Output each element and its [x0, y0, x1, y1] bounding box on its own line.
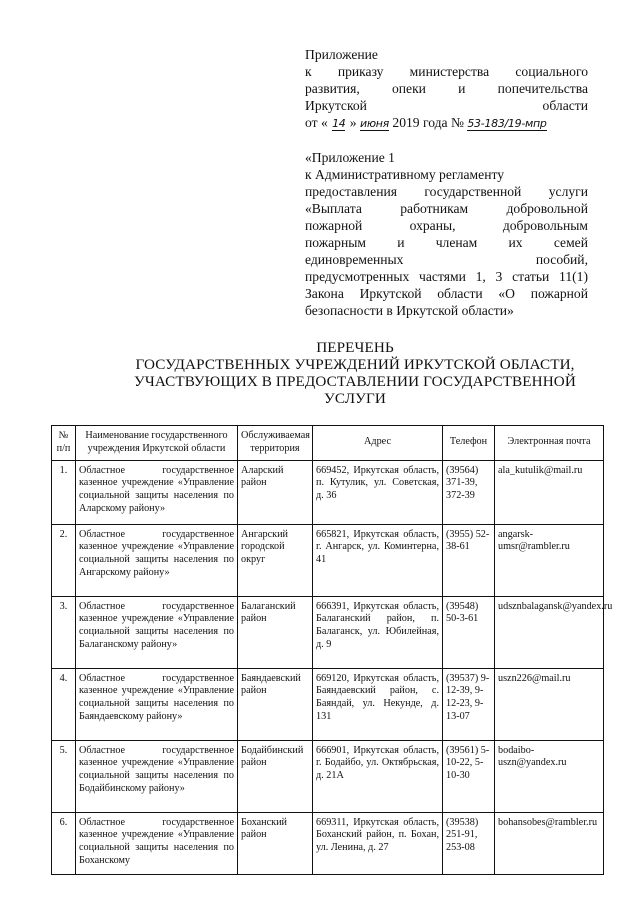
row-territory: Аларский район [238, 460, 313, 524]
row-phone: (39548) 50-3-61 [443, 596, 495, 668]
date-mid: » [349, 115, 357, 130]
title-line: ПЕРЕЧЕНЬ [316, 339, 394, 356]
institutions-table [51, 425, 613, 875]
row-email[interactable]: ala_kutulik@mail.ru [495, 460, 604, 524]
handwritten-day: 14 [332, 117, 346, 130]
annex-line: Закона Иркутской области «О пожарной [305, 286, 588, 301]
row-name: Областное государственное казенное учреждение «Управление социальной защиты населения по Боханскому [76, 812, 238, 874]
table-row [52, 596, 604, 668]
row-num: 1. [52, 460, 76, 524]
row-name: Областное государственное казенное учреждение «Управление социальной защиты населения по Баяндаевскому району» [76, 668, 238, 740]
row-territory: Балаганский район [238, 596, 313, 668]
annex-line: предоставления государственной услуги [305, 184, 588, 199]
table-row [52, 740, 604, 812]
row-name: Областное государственное казенное учреждение «Управление социальной защиты населения по Ангарскому району» [76, 524, 238, 596]
handwritten-order-number: 53-183/19-мпр [467, 117, 547, 130]
annex-line: единовременных пособий, [305, 252, 588, 267]
header-num: № п/п [52, 426, 76, 461]
row-phone: (39537) 9-12-39, 9-12-23, 9-13-07 [443, 668, 495, 740]
row-phone: (39561) 5-10-22, 5-10-30 [443, 740, 495, 812]
header-territory: Обслуживаемая территория [238, 426, 313, 461]
header-name: Наименование государственного учреждения Иркутской области [76, 426, 238, 461]
row-num: 6. [52, 812, 76, 874]
row-email[interactable]: uszn226@mail.ru [495, 668, 604, 740]
title-line: УЧАСТВУЮЩИХ В ПРЕДОСТАВЛЕНИИ ГОСУДАРСТВЕННОЙ [134, 373, 576, 390]
row-email[interactable]: bohansobes@rambler.ru [495, 812, 604, 874]
annex-line: Приложение [305, 47, 378, 62]
header-phone: Телефон [443, 426, 495, 461]
table-header-row [52, 426, 604, 461]
annex-line [305, 97, 588, 114]
row-name: Областное государственное казенное учреждение «Управление социальной защиты населения по Балаганскому району» [76, 596, 238, 668]
order-date-line [305, 114, 588, 131]
row-address: 665821, Иркутская область, г. Ангарск, ул. Коминтерна, 41 [313, 524, 443, 596]
row-phone: (3955) 52-38-61 [443, 524, 495, 596]
annex-line: «Выплата работникам добровольной [305, 201, 588, 216]
row-address: 666901, Иркутская область, г. Бодайбо, ул. Октябрьская, д. 21А [313, 740, 443, 812]
row-territory: Боханский район [238, 812, 313, 874]
annex-line: пожарным и членам их семей [305, 235, 588, 250]
annex-line: «Приложение 1 [305, 150, 395, 165]
row-num: 2. [52, 524, 76, 596]
row-address: 666391, Иркутская область, Балаганский район, п. Балаганск, ул. Юбилейная, д. 9 [313, 596, 443, 668]
annex-line-part: области [542, 98, 588, 113]
row-territory: Ангарский городской округ [238, 524, 313, 596]
row-name: Областное государственное казенное учреждение «Управление социальной защиты населения по Бодайбинскому району» [76, 740, 238, 812]
table-row [52, 524, 604, 596]
header-address: Адрес [313, 426, 443, 461]
row-num: 4. [52, 668, 76, 740]
row-address: 669311, Иркутская область, Боханский район, п. Бохан, ул. Ленина, д. 27 [313, 812, 443, 874]
annex-line: к Административному регламенту [305, 167, 505, 182]
row-num: 3. [52, 596, 76, 668]
table-row [52, 668, 604, 740]
table-row [52, 460, 604, 524]
header-email: Электронная почта [495, 426, 604, 461]
row-phone: (39564) 371-39, 372-39 [443, 460, 495, 524]
annex-line: пожарной охраны, добровольным [305, 218, 588, 233]
row-name: Областное государственное казенное учреждение «Управление социальной защиты населения по Аларскому району» [76, 460, 238, 524]
title-line: ГОСУДАРСТВЕННЫХ УЧРЕЖДЕНИЙ ИРКУТСКОЙ ОБЛАСТИ, [135, 356, 575, 373]
row-territory: Бодайбинский район [238, 740, 313, 812]
table-row [52, 812, 604, 874]
document-title [120, 339, 590, 407]
date-year: 2019 года № [392, 115, 464, 130]
row-territory: Баяндаевский район [238, 668, 313, 740]
title-line: УСЛУГИ [324, 390, 386, 407]
date-prefix: от « [305, 115, 328, 130]
annex-line: развития, опеки и попечительства [305, 81, 588, 96]
annex-line: предусмотренных частями 1, 3 статьи 11(1) [305, 269, 588, 284]
annex-line: безопасности в Иркутской области» [305, 303, 514, 318]
row-address: 669452, Иркутская область, п. Кутулик, ул. Советская, д. 36 [313, 460, 443, 524]
annex-block [305, 46, 588, 319]
row-email[interactable]: angarsk-umsr@rambler.ru [495, 524, 604, 596]
row-phone: (39538) 251-91, 253-08 [443, 812, 495, 874]
handwritten-month: июня [359, 117, 389, 130]
annex-line-part: Иркутской [305, 98, 367, 113]
row-email[interactable]: udsznbalagansk@yandex.ru [495, 596, 604, 668]
annex-line: к приказу министерства социального [305, 64, 588, 79]
row-address: 669120, Иркутская область, Баяндаевский район, с. Баяндай, ул. Некунде, д. 131 [313, 668, 443, 740]
row-email[interactable]: bodaibo-uszn@yandex.ru [495, 740, 604, 812]
row-num: 5. [52, 740, 76, 812]
